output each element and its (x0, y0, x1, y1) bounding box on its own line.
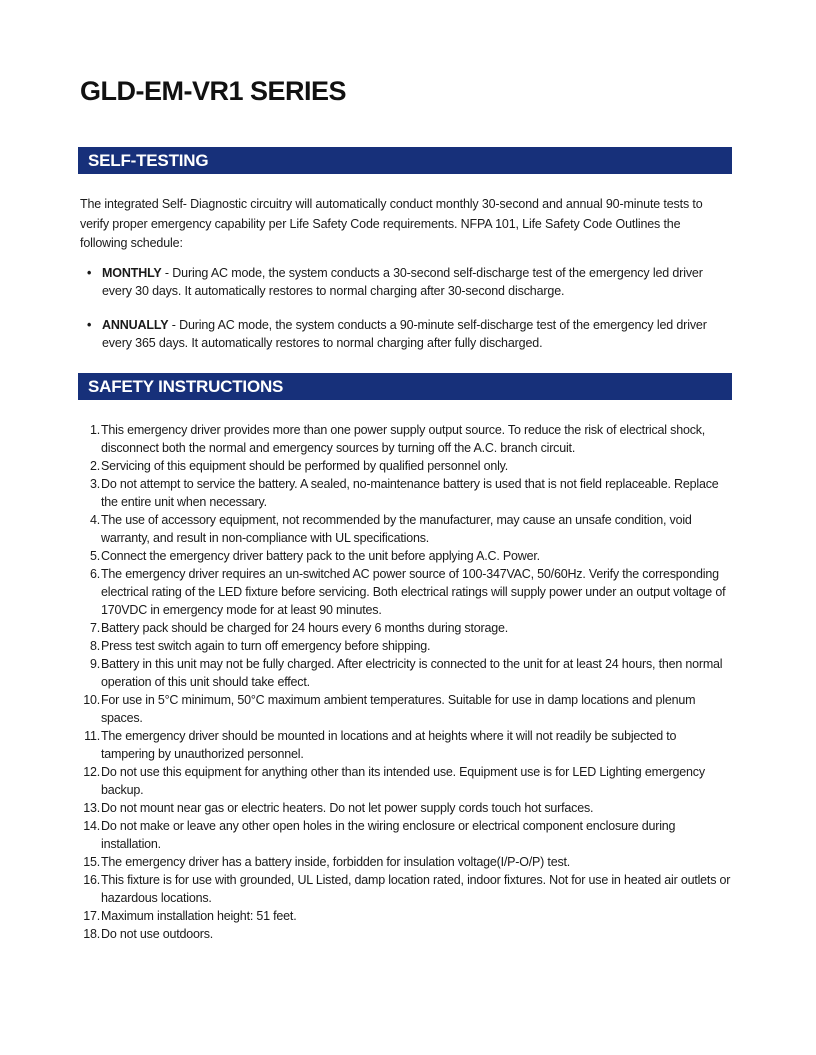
section-heading-self-testing: SELF-TESTING (78, 147, 732, 174)
self-testing-list (80, 264, 730, 300)
item-text: The emergency driver should be mounted in locations and at heights where it will not readily be subjected to tampering by unauthorized personnel. (101, 729, 677, 761)
bullet-text: - During AC mode, the system conducts a 30-second self-discharge test of the emergency led driver every 30 days. It automatically restores to normal charging after 30-second discharge. (102, 266, 703, 298)
item-number: 13. (83, 801, 100, 815)
item-text: Do not mount near gas or electric heaters. Do not let power supply cords touch hot surfaces. (101, 801, 594, 815)
item-number: 11. (84, 729, 100, 743)
list-item (80, 691, 732, 727)
item-number: 14. (83, 819, 100, 833)
document-title: GLD-EM-VR1 SERIES (80, 76, 347, 106)
list-item (80, 853, 732, 871)
item-number: 12. (83, 765, 100, 779)
item-number: 9. (89, 657, 100, 671)
item-text: This fixture is for use with grounded, UL Listed, damp location rated, indoor fixtures. Not for use in heated air outlets or hazardous locations. (101, 873, 731, 905)
list-item (80, 871, 732, 907)
list-item (80, 457, 732, 475)
item-number: 4. (89, 513, 100, 527)
list-item (80, 655, 732, 691)
list-item (80, 817, 732, 853)
list-item (80, 907, 732, 925)
item-text: Servicing of this equipment should be performed by qualified personnel only. (101, 459, 509, 473)
bullet-icon: • (87, 318, 92, 332)
item-number: 18. (83, 927, 100, 941)
item-text: Press test switch again to turn off emergency before shipping. (101, 639, 431, 653)
item-text: Maximum installation height: 51 feet. (101, 909, 297, 923)
item-text: Battery in this unit may not be fully charged. After electricity is connected to the unit for at least 24 hours, then normal operation of this unit should take effect. (101, 657, 723, 689)
list-item-monthly (80, 264, 730, 300)
list-item (80, 565, 732, 619)
list-item (80, 619, 732, 637)
section-heading-safety-instructions: SAFETY INSTRUCTIONS (78, 373, 732, 400)
item-text: Do not attempt to service the battery. A sealed, no-maintenance battery is used that is not field replaceable. Replace the entire unit when necessary. (101, 477, 719, 509)
item-text: Connect the emergency driver battery pack to the unit before applying A.C. Power. (101, 549, 540, 563)
item-number: 7. (89, 621, 100, 635)
self-testing-list (80, 316, 730, 352)
item-number: 3. (89, 477, 100, 491)
list-item (80, 925, 732, 943)
item-text: Do not use this equipment for anything other than its intended use. Equipment use is for LED Lighting emergency backup. (101, 765, 705, 797)
item-text: The emergency driver requires an un-switched AC power source of 100-347VAC, 50/60Hz. Verify the corresponding electrical rating of the LED fixture before servicing. Both electrical ratings will supply power under an output voltage of 170VDC in emergency mode for at least 90 minutes. (101, 567, 726, 617)
item-number: 10. (83, 693, 100, 707)
item-number: 16. (83, 873, 100, 887)
list-item (80, 511, 732, 547)
safety-instructions-list (80, 421, 732, 943)
self-testing-intro: The integrated Self- Diagnostic circuitry will automatically conduct monthly 30-second and annual 90-minute tests to verify proper emergency capability per Life Safety Code requirements. NFPA 101, Life Safety Code Outlines the following schedule: (80, 197, 703, 250)
list-item (80, 799, 732, 817)
bullet-text: - During AC mode, the system conducts a 90-minute self-discharge test of the emergency led driver every 365 days. It automatically restores to normal charging after fully discharged. (102, 318, 707, 350)
list-item (80, 421, 732, 457)
item-number: 6. (89, 567, 100, 581)
item-text: Battery pack should be charged for 24 hours every 6 months during storage. (101, 621, 508, 635)
item-text: The emergency driver has a battery inside, forbidden for insulation voltage(I/P-O/P) test. (101, 855, 571, 869)
bullet-label: ANNUALLY (102, 318, 169, 332)
list-item (80, 763, 732, 799)
item-text: Do not make or leave any other open holes in the wiring enclosure or electrical component enclosure during installation. (101, 819, 676, 851)
item-number: 15. (83, 855, 100, 869)
list-item (80, 547, 732, 565)
item-number: 2. (89, 459, 100, 473)
item-text: This emergency driver provides more than one power supply output source. To reduce the risk of electrical shock, disconnect both the normal and emergency sources by turning off the A.C. branch circuit. (101, 423, 706, 455)
item-text: For use in 5°C minimum, 50°C maximum ambient temperatures. Suitable for use in damp locations and plenum spaces. (101, 693, 696, 725)
item-number: 8. (89, 639, 100, 653)
item-text: The use of accessory equipment, not recommended by the manufacturer, may cause an unsafe condition, void warranty, and result in non-compliance with UL specifications. (101, 513, 692, 545)
list-item-annually (80, 316, 730, 352)
item-number: 5. (89, 549, 100, 563)
item-number: 17. (83, 909, 100, 923)
list-item (80, 637, 732, 655)
list-item (80, 727, 732, 763)
bullet-icon: • (87, 266, 92, 280)
list-item (80, 475, 732, 511)
bullet-label: MONTHLY (102, 266, 162, 280)
item-number: 1. (89, 423, 100, 437)
item-text: Do not use outdoors. (101, 927, 214, 941)
